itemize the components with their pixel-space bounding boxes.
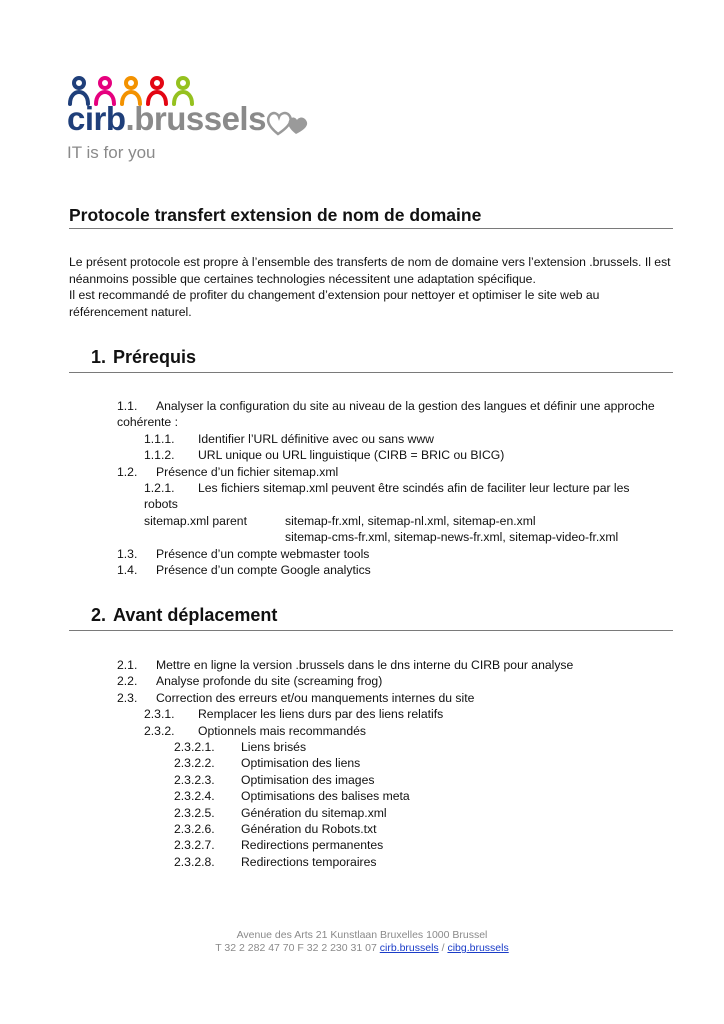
- footer-link-cibg[interactable]: cibg.brussels: [447, 942, 509, 954]
- item-number: 2.3.2.5.: [174, 805, 215, 820]
- item-number: 1.2.: [117, 464, 138, 479]
- item-text: Identifier l’URL définitive avec ou sans www: [198, 431, 434, 446]
- item-text: Les fichiers sitemap.xml peuvent être scindés afin de faciliter leur lecture par les: [198, 480, 630, 495]
- item-text: Correction des erreurs et/ou manquements internes du site: [156, 690, 475, 705]
- item-text-continuation: robots: [144, 497, 178, 512]
- sitemap-files: sitemap-cms-fr.xml, sitemap-news-fr.xml, sitemap-video-fr.xml: [285, 530, 619, 545]
- item-number: 1.4.: [117, 562, 138, 577]
- item-number: 2.3.2.4.: [174, 789, 215, 804]
- item-number: 2.3.2.2.: [174, 756, 215, 771]
- list-item: [0, 854, 724, 870]
- item-text: Optimisation des images: [241, 772, 375, 787]
- item-text: Analyse profonde du site (screaming frog): [156, 674, 383, 689]
- list-item-continuation: [0, 496, 724, 512]
- footer-link-cirb[interactable]: cirb.brussels: [379, 942, 439, 954]
- footer-contact: [0, 942, 724, 955]
- list-item: [0, 431, 724, 447]
- list-item: [0, 546, 724, 562]
- sitemap-row: [0, 529, 724, 545]
- item-text: Optionnels mais recommandés: [198, 723, 366, 738]
- item-text: Redirections temporaires: [241, 854, 377, 869]
- item-text: URL unique ou URL linguistique (CIRB = BRIC ou BICG): [198, 448, 505, 463]
- prerequis-list: [0, 398, 724, 578]
- item-number: 2.3.1.: [144, 707, 175, 722]
- item-number: 2.3.2.6.: [174, 821, 215, 836]
- item-text: Liens brisés: [241, 739, 307, 754]
- item-number: 1.1.1.: [144, 431, 175, 446]
- item-number: 2.3.: [117, 690, 138, 705]
- logo-brand-main: cirb: [67, 100, 126, 137]
- list-item: [0, 657, 724, 673]
- list-item: [0, 562, 724, 578]
- item-text: Présence d’un compte webmaster tools: [156, 546, 370, 561]
- list-item: [0, 723, 724, 739]
- list-item: [0, 398, 724, 414]
- list-item: [0, 447, 724, 463]
- item-number: 2.3.2.7.: [174, 838, 215, 853]
- footer-address: Avenue des Arts 21 Kunstlaan Bruxelles 1000 Brussel: [236, 929, 488, 941]
- list-item: [0, 837, 724, 853]
- item-number: 1.3.: [117, 546, 138, 561]
- list-item: [0, 739, 724, 755]
- intro-paragraph-2: Il est recommandé de profiter du changement d’extension pour nettoyer et optimiser le site web au référencement naturel.: [69, 288, 600, 319]
- logo-brand-suffix: .brussels: [125, 100, 266, 137]
- item-number: 1.1.: [117, 399, 138, 413]
- item-number: 2.2.: [117, 674, 138, 689]
- sitemap-files: sitemap-fr.xml, sitemap-nl.xml, sitemap-en.xml: [285, 513, 536, 528]
- footer-phone: T 32 2 282 47 70 F 32 2 230 31 07: [215, 942, 377, 954]
- item-text: Optimisation des liens: [241, 756, 361, 771]
- item-number: 2.1.: [117, 658, 138, 672]
- item-text: Présence d’un fichier sitemap.xml: [156, 464, 339, 479]
- item-text: Optimisations des balises meta: [241, 789, 410, 804]
- intro-paragraphs: [69, 254, 673, 320]
- list-item: [0, 690, 724, 706]
- item-number: 2.3.2.1.: [174, 739, 215, 754]
- item-text-continuation: cohérente :: [117, 415, 178, 430]
- item-number: 2.3.2.: [144, 723, 175, 738]
- sitemap-row: [0, 513, 724, 529]
- cirb-logo: [66, 74, 326, 168]
- section-title: Prérequis: [113, 347, 197, 367]
- avant-deplacement-list: [0, 657, 724, 870]
- sitemap-label: sitemap.xml parent: [144, 513, 247, 528]
- list-item: [0, 805, 724, 821]
- list-item: [0, 755, 724, 771]
- item-number: 2.3.2.8.: [174, 854, 215, 869]
- item-text: Génération du Robots.txt: [241, 821, 377, 836]
- list-item: [0, 706, 724, 722]
- item-number: 1.2.1.: [144, 480, 175, 495]
- section-heading-avant-deplacement: [69, 604, 673, 631]
- item-text: Analyser la configuration du site au niveau de la gestion des langues et définir une approche: [156, 399, 655, 413]
- item-text: Présence d’un compte Google analytics: [156, 562, 371, 577]
- item-text: Remplacer les liens durs par des liens relatifs: [198, 707, 444, 722]
- logo-tagline: IT is for you: [67, 143, 156, 162]
- footer-separator: /: [441, 942, 445, 954]
- page-footer: [0, 929, 724, 955]
- list-item: [0, 464, 724, 480]
- item-text: Mettre en ligne la version .brussels dans le dns interne du CIRB pour analyse: [156, 658, 574, 672]
- document-title: Protocole transfert extension de nom de domaine: [69, 204, 673, 229]
- list-item: [0, 772, 724, 788]
- logo-wordmark: [67, 102, 266, 135]
- intro-paragraph-1: Le présent protocole est propre à l’ensemble des transferts de nom de domaine vers l’extension .brussels. Il est néanmoins possible que certaines technologies nécessitent une adaptation spécifique.: [69, 255, 671, 286]
- list-item: [0, 673, 724, 689]
- list-item: [0, 788, 724, 804]
- list-item: [0, 480, 724, 496]
- section-heading-prerequis: [69, 346, 673, 373]
- item-number: 2.3.2.3.: [174, 772, 215, 787]
- item-text: Génération du sitemap.xml: [241, 805, 387, 820]
- list-item-continuation: [0, 414, 724, 430]
- section-title: Avant déplacement: [113, 605, 278, 625]
- list-item: [0, 821, 724, 837]
- heart-icon: [266, 110, 314, 136]
- item-number: 1.1.2.: [144, 448, 175, 463]
- section-number: 1.: [91, 347, 107, 367]
- item-text: Redirections permanentes: [241, 838, 384, 853]
- section-number: 2.: [91, 605, 107, 625]
